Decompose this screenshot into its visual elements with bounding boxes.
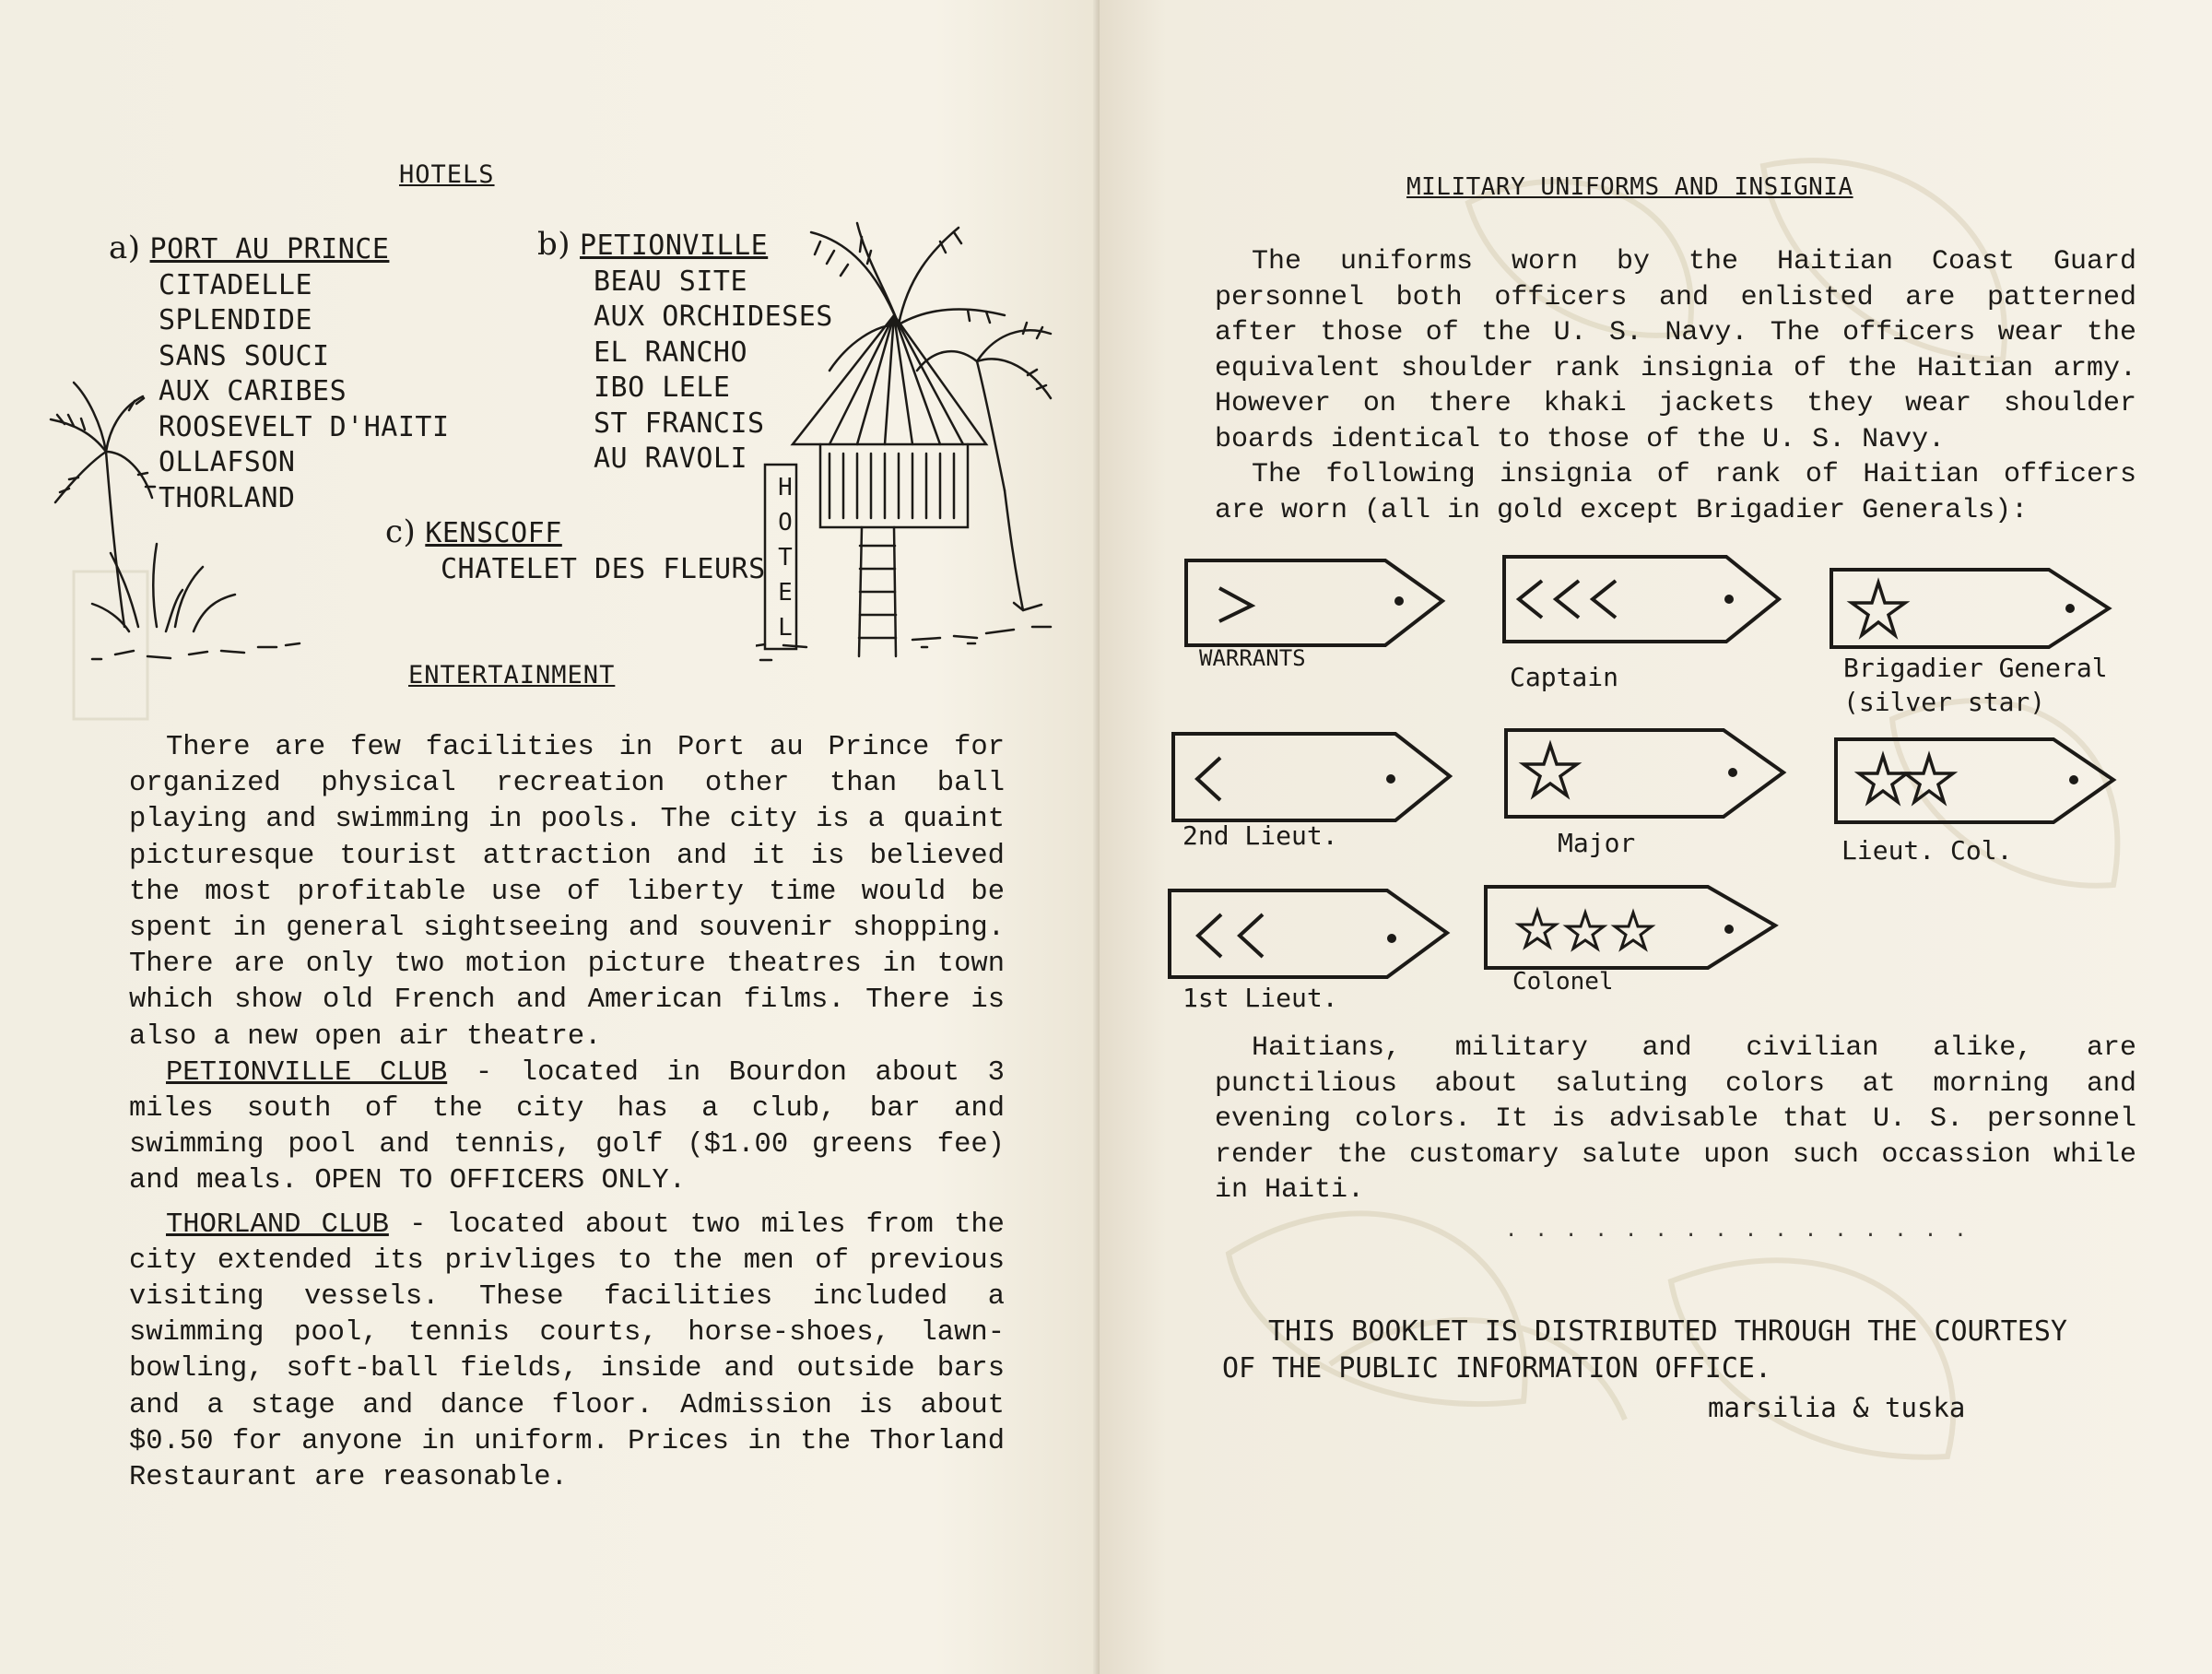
list-item: ST FRANCIS	[594, 407, 765, 440]
rank-label-lieut-col: Lieut. Col.	[1841, 835, 2013, 866]
city-kenscoff: KENSCOFF	[425, 517, 562, 549]
courtesy-line-1: THIS BOOKLET IS DISTRIBUTED THROUGH THE COURTESY	[1268, 1315, 2067, 1348]
list-item: ROOSEVELT D'HAITI	[159, 410, 450, 443]
left-page	[0, 0, 1100, 1674]
rank-label-brigadier-general: Brigadier General	[1843, 653, 2108, 683]
rank-label-captain: Captain	[1510, 662, 1619, 692]
insignia-brigadier-general	[1828, 564, 2113, 656]
palm-bush-illustration	[37, 323, 313, 673]
insignia-2nd-lieut	[1170, 728, 1455, 828]
list-marker-a: a)	[109, 230, 141, 266]
list-item: OLLAFSON	[159, 446, 296, 478]
thorland-club-name: THORLAND CLUB	[166, 1208, 389, 1241]
credit-line: marsilia & tuska	[1708, 1392, 1966, 1423]
uniforms-intro: The uniforms worn by the Haitian Coast Guard personnel both officers and enlisted are patterned after those of the U. S. Navy. The officers wear the equivalent shoulder rank insignia of the Haitian army. However on there khaki jackets they wear shoulder boards identical to those of the U. S. Navy.	[1215, 246, 2136, 455]
list-item: AUX ORCHIDESES	[594, 301, 833, 333]
city-petionville: PETIONVILLE	[580, 230, 769, 262]
thorland-club-text: - located about two miles from the city extended its privliges to the men of previous visiting vessels. These facilities included a swimming pool, tennis courts, horse-shoes, lawn-bowling, soft-ball fields, inside and outside bars and a stage and dance floor. Admission is about $0.50 for anyone in uniform. Prices in the Thorland Restaurant are reasonable.	[129, 1208, 1005, 1494]
list-item: CHATELET DES FLEURS	[441, 552, 766, 585]
rank-label-warrants: WARRANTS	[1199, 645, 1306, 671]
uniforms-body	[1215, 244, 2136, 528]
sign-letter: E	[778, 579, 793, 607]
entertainment-heading: ENTERTAINMENT	[408, 661, 616, 690]
insignia-lieut-col	[1832, 734, 2118, 830]
rank-label-colonel: Colonel	[1512, 968, 1614, 996]
saluting-text: Haitians, military and civilian alike, are punctilious about saluting colors at morning and evening colors. It is advisable that U. S. personnel render the customary salute upon such occassion while in Haiti.	[1215, 1032, 2136, 1206]
rank-label-major: Major	[1558, 828, 1636, 858]
kenscoff-list	[385, 514, 766, 587]
courtesy-line-2: OF THE PUBLIC INFORMATION OFFICE.	[1222, 1352, 1772, 1385]
list-marker-b: b)	[537, 226, 571, 263]
list-item: SANS SOUCI	[159, 339, 330, 372]
right-page	[1100, 0, 2212, 1674]
sign-letter: T	[778, 544, 793, 572]
insignia-intro: The following insignia of rank of Haitian officers are worn (all in gold except Brigadier Generals):	[1215, 459, 2136, 526]
hotel-sign	[771, 470, 799, 645]
sign-letter: L	[778, 614, 793, 642]
list-item: BEAU SITE	[594, 265, 748, 298]
saluting-paragraph	[1215, 1031, 2136, 1208]
insignia-colonel	[1482, 881, 1782, 975]
entertainment-body	[129, 730, 1005, 1496]
petionville-club-paragraph	[129, 1055, 1005, 1200]
hotels-heading: HOTELS	[399, 160, 495, 189]
sign-letter: O	[778, 509, 793, 536]
chevron-mark	[1219, 588, 1252, 621]
dotted-separator: . . . . . . . . . . . . . . . .	[1505, 1219, 1970, 1242]
list-item: CITADELLE	[159, 268, 313, 301]
insignia-1st-lieut	[1166, 885, 1452, 984]
list-marker-c: c)	[385, 513, 417, 550]
list-item: SPLENDIDE	[159, 304, 313, 336]
petionville-club-text: - located in Bourdon about 3 miles south of the city has a club, bar and swimming pool and tennis, golf ($1.00 greens fee) and meals. OPEN TO OFFICERS ONLY.	[129, 1056, 1005, 1197]
insignia-warrants	[1182, 555, 1450, 656]
list-item: AUX CARIBES	[159, 375, 347, 407]
thorland-club-paragraph	[129, 1208, 1005, 1497]
courtesy-notice	[1222, 1314, 2067, 1387]
list-item: AU RAVOLI	[594, 442, 748, 475]
list-item: THORLAND	[159, 481, 296, 514]
list-item: EL RANCHO	[594, 336, 748, 369]
petionville-club-name: PETIONVILLE CLUB	[166, 1056, 448, 1089]
military-heading: MILITARY UNIFORMS AND INSIGNIA	[1406, 173, 1853, 201]
rank-note-silver-star: (silver star)	[1843, 687, 2046, 717]
insignia-major	[1502, 725, 1788, 824]
hotel-hut-illustration	[756, 214, 1088, 675]
entertainment-intro: There are few facilities in Port au Prince for organized physical recreation other than ball playing and swimming in pools. The city is a quaint picturesque tourist attraction and it is believed the most profitable use of liberty time would be spent in general sightseeing and souvenir shopping. There are only two motion picture theatres in town which show old French and American films. There is also a new open air theatre.	[129, 732, 1005, 1053]
list-item: IBO LELE	[594, 371, 731, 404]
rank-label-1st-lieut: 1st Lieut.	[1182, 983, 1338, 1013]
city-port-au-prince: PORT AU PRINCE	[149, 233, 390, 265]
sign-letter: H	[778, 474, 793, 501]
rank-label-2nd-lieut: 2nd Lieut.	[1182, 820, 1338, 851]
insignia-captain	[1500, 551, 1786, 651]
